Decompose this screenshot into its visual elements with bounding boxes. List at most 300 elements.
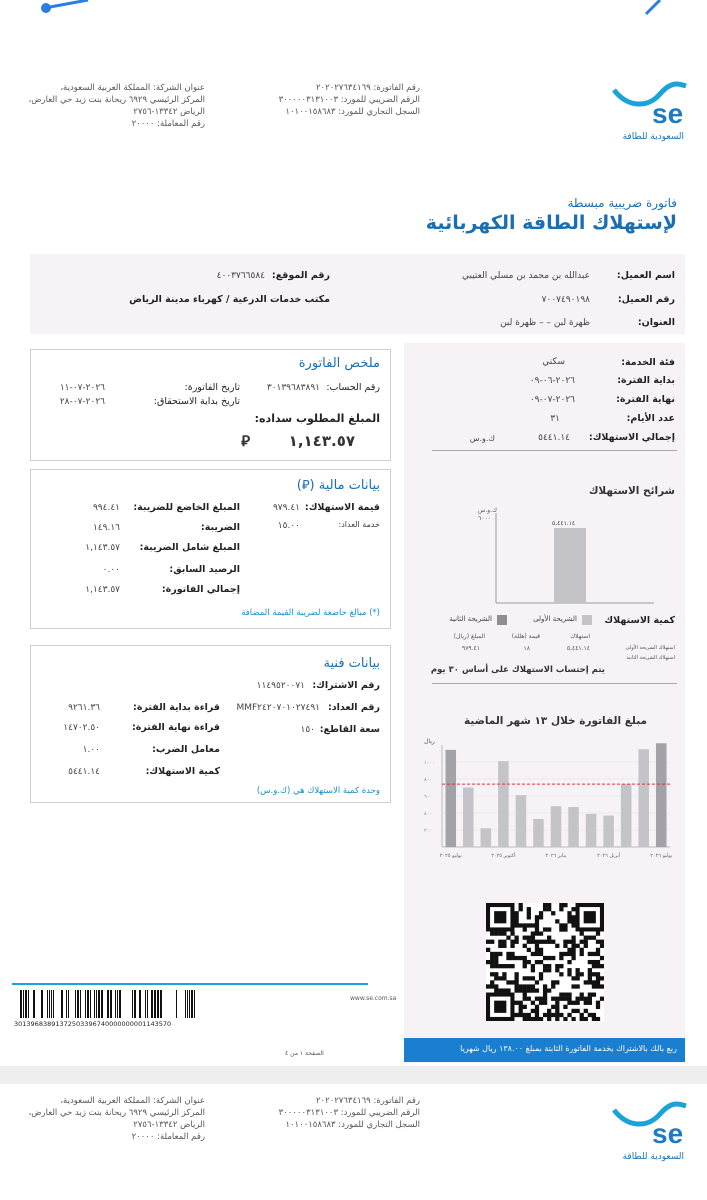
address-line: عنوان الشركة: المملكة العربية السعودية، [60, 1096, 205, 1106]
qr-finder [584, 911, 596, 923]
qr-module [559, 993, 563, 997]
qr-module [514, 976, 518, 980]
qr-module [527, 960, 531, 964]
qr-module [494, 956, 498, 960]
fixed-bill-banner[interactable]: ربع بالك بالاشتراك بخدمة الفاتورة الثابتة بمبلغ ١٣٨.٠٠ ريال شهريا [404, 1038, 685, 1062]
title-block [426, 196, 677, 234]
qr-module [547, 956, 551, 960]
chart-x-tick: يوليو ٢٠٢٦ [650, 853, 673, 859]
chart-y-tick: ٨٠٠ [424, 777, 433, 783]
qr-module [502, 976, 506, 980]
qr-module [547, 1017, 551, 1021]
qr-module [580, 1017, 584, 1021]
subscription-label: رقم الاشتراك: [312, 680, 380, 691]
qr-module [506, 980, 510, 984]
period-end-label: نهاية الفترة: [616, 394, 675, 405]
qr-module [555, 964, 559, 968]
qr-module [535, 1009, 539, 1013]
qr-module [551, 1013, 555, 1017]
qr-module [498, 976, 502, 980]
barcode-bar [94, 990, 95, 1018]
qr-code-icon [486, 903, 604, 1021]
qr-module [596, 940, 600, 944]
qr-module [498, 940, 502, 944]
qr-module [596, 972, 600, 976]
barcode-bar [53, 990, 54, 1018]
qr-module [502, 931, 506, 935]
logo-word: se [652, 98, 684, 129]
history-bar [516, 795, 527, 847]
barcode-bar [98, 990, 100, 1018]
qr-module [531, 940, 535, 944]
history-chart-title: مبلغ الفاتورة خلال ١٣ شهر الماضية [464, 715, 647, 727]
qr-module [588, 997, 592, 1001]
consumption-value: ٩٧٩.٤١ [272, 503, 300, 513]
barcode-icon [12, 990, 198, 1018]
qr-module [571, 907, 575, 911]
barcode-bar [157, 990, 159, 1018]
address-line: عنوان الشركة: المملكة العربية السعودية، [60, 83, 205, 93]
prev-balance-value: ٠.٠٠ [102, 565, 120, 575]
qr-module [571, 944, 575, 948]
due-date-value: ٢٠٢٦-٠٧-٢٨ [59, 397, 105, 407]
barcode-bar [110, 990, 112, 1018]
qr-module [571, 936, 575, 940]
tier-row-label: استهلاك الشريحة الأولى [625, 645, 675, 651]
qr-module [535, 915, 539, 919]
qr-module [584, 1009, 588, 1013]
qr-module [563, 952, 567, 956]
qr-module [600, 964, 604, 968]
history-bar [551, 806, 562, 847]
barcode-bar [185, 990, 186, 1018]
company-logo [610, 1100, 690, 1165]
qr-module [506, 988, 510, 992]
qr-module [563, 1005, 567, 1009]
amount-due-label: المبلغ المطلوب سداده: [254, 412, 380, 425]
qr-module [535, 919, 539, 923]
qr-module [555, 997, 559, 1001]
qr-module [502, 944, 506, 948]
qr-module [506, 964, 510, 968]
due-date-label: تاريخ بداية الاستحقاق: [153, 396, 240, 407]
qr-module [555, 1005, 559, 1009]
qr-module [527, 997, 531, 1001]
qr-module [490, 952, 494, 956]
qr-module [531, 952, 535, 956]
qr-module [506, 956, 510, 960]
qr-module [502, 988, 506, 992]
qr-module [580, 997, 584, 1001]
qr-module [519, 907, 523, 911]
qr-module [498, 931, 502, 935]
qr-finder [494, 1001, 506, 1013]
invoice-total-value: ١,١٤٣.٥٧ [85, 585, 120, 595]
end-reading-label: قراءة نهاية الفترة: [131, 722, 220, 733]
qr-module [551, 1005, 555, 1009]
qr-module [547, 927, 551, 931]
qr-module [547, 936, 551, 940]
qr-module [486, 948, 490, 952]
qr-module [494, 972, 498, 976]
customer-name-label: اسم العميل: [616, 270, 675, 281]
qr-module [596, 948, 600, 952]
barcode-bar [115, 990, 116, 1018]
logo-word: se [652, 1118, 684, 1149]
qr-module [596, 1017, 600, 1021]
connector-icon [40, 0, 90, 20]
qr-module [519, 1013, 523, 1017]
qr-module [580, 952, 584, 956]
total-incl-value: ١,١٤٣.٥٧ [85, 543, 120, 553]
qr-module [551, 940, 555, 944]
period-end-value: ٢٠٢٦-٠٧-٠٩ [529, 395, 575, 405]
qr-module [527, 915, 531, 919]
qr-module [514, 911, 518, 915]
website[interactable]: www.se.com.sa [350, 995, 397, 1002]
qr-module [514, 940, 518, 944]
qr-module [567, 1013, 571, 1017]
barcode-bar [80, 990, 81, 1018]
qr-module [567, 993, 571, 997]
qr-module [531, 984, 535, 988]
invoice-total-label: إجمالي الفاتورة: [161, 584, 240, 595]
qr-module [596, 1001, 600, 1005]
barcode-bar [117, 990, 118, 1018]
customer-info [30, 254, 685, 334]
vat-note: (*) مبالغ خاضعة لضريبة القيمة المضافة [241, 608, 380, 618]
barcode-bar [96, 990, 97, 1018]
qr-module [527, 976, 531, 980]
barcode-bar [194, 990, 195, 1018]
riyal-icon: ⃁ [241, 432, 250, 450]
qr-module [580, 940, 584, 944]
address-line: الرياض ١٣٣٤٢-٢٧٥٦ [133, 107, 205, 117]
tier-head: استهلاك [570, 633, 590, 640]
qr-module [531, 988, 535, 992]
cr-number-line: السجل التجاري للمورد: ١٠١٠٠١٥٨٦٨٣ [285, 107, 420, 117]
qr-module [559, 927, 563, 931]
qr-module [596, 976, 600, 980]
consumption-qty-value: ٥٤٤١.١٤ [68, 767, 100, 777]
qr-module [559, 964, 563, 968]
customer-number-label: رقم العميل: [617, 294, 675, 305]
qr-module [584, 997, 588, 1001]
days-value: ٣١ [550, 414, 560, 424]
qr-module [592, 1013, 596, 1017]
qr-module [514, 1001, 518, 1005]
history-bar [568, 807, 579, 847]
qr-module [543, 988, 547, 992]
chart-y-tick: ٤٠٠ [424, 811, 433, 817]
qr-module [543, 968, 547, 972]
qr-module [535, 997, 539, 1001]
qr-module [543, 940, 547, 944]
qr-module [555, 1001, 559, 1005]
qr-module [580, 1013, 584, 1017]
qr-module [563, 944, 567, 948]
barcode-bar [160, 990, 162, 1018]
qr-module [547, 988, 551, 992]
qr-module [490, 931, 494, 935]
history-bar [656, 743, 667, 847]
barcode-bar [61, 990, 63, 1018]
qr-module [527, 923, 531, 927]
qr-module [523, 944, 527, 948]
qty-label: كمية الاستهلاك [604, 615, 675, 626]
qr-module [567, 940, 571, 944]
barcode-bar [28, 990, 29, 1018]
qr-module [523, 993, 527, 997]
start-reading-value: ٩٢٦١.٣٦ [68, 703, 100, 713]
qr-module [576, 944, 580, 948]
barcode-bar [187, 990, 188, 1018]
qr-module [559, 923, 563, 927]
qr-module [523, 997, 527, 1001]
history-bar [621, 784, 632, 847]
qr-module [563, 903, 567, 907]
qr-module [555, 919, 559, 923]
barcode-bar [75, 990, 76, 1018]
qr-module [527, 948, 531, 952]
tax-value: ١٤٩.١٦ [92, 523, 120, 533]
tax-label: الضريبة: [200, 522, 240, 533]
qr-module [580, 931, 584, 935]
meter-service-value: ١٥.٠٠ [277, 521, 300, 531]
history-bar [603, 816, 614, 847]
qr-module [494, 952, 498, 956]
history-bar [498, 761, 509, 847]
barcode-bar [23, 990, 24, 1018]
qr-module [588, 980, 592, 984]
qr-module [576, 997, 580, 1001]
qr-module [527, 940, 531, 944]
qr-module [563, 1017, 567, 1021]
qr-module [498, 952, 502, 956]
basis-note: يتم إحتساب الاستهلاك على أساس ٣٠ يوم [430, 665, 605, 675]
qr-module [576, 984, 580, 988]
qr-module [596, 980, 600, 984]
qr-module [535, 1013, 539, 1017]
qr-module [596, 960, 600, 964]
technical-title: بيانات فنية [323, 656, 380, 671]
total-consumption-value: ٥٤٤١.١٤ [538, 433, 570, 443]
invoice-title: لإستهلاك الطاقة الكهربائية [425, 212, 677, 234]
chart-y-label: ريال [424, 738, 435, 745]
qr-module [519, 1005, 523, 1009]
qr-module [592, 964, 596, 968]
site-number-value: ٤٠٠٣٧٦٦٥٨٤ [216, 271, 265, 281]
qr-module [588, 1013, 592, 1017]
qr-finder [494, 911, 506, 923]
qr-module [592, 960, 596, 964]
qr-module [535, 988, 539, 992]
customer-name-value: عبدالله بن محمد بن مسلي العتيبي [462, 271, 590, 281]
top-strip [0, 0, 707, 24]
qr-module [531, 923, 535, 927]
category-value: سكني [542, 357, 565, 367]
qr-module [527, 907, 531, 911]
category-label: فئة الخدمة: [621, 357, 675, 368]
qr-module [523, 964, 527, 968]
qr-module [547, 968, 551, 972]
site-number-label: رقم الموقع: [271, 270, 330, 281]
qr-module [494, 976, 498, 980]
qr-module [519, 1001, 523, 1005]
qr-module [543, 927, 547, 931]
qr-module [539, 1017, 543, 1021]
tiers-title: شرائح الاستهلاك [588, 485, 675, 497]
unit-note: وحدة كمية الاستهلاك هي (ك.و.س) [256, 786, 380, 796]
qr-module [502, 964, 506, 968]
transaction-line: رقم المعاملة: ٢٠٠٠٠ [131, 1132, 205, 1142]
qr-module [539, 960, 543, 964]
qr-module [584, 944, 588, 948]
qr-module [584, 1001, 588, 1005]
tier-value: ١٨ [523, 645, 530, 652]
consumption-value-label: قيمة الاستهلاك: [304, 502, 380, 513]
qr-module [567, 919, 571, 923]
account-value: ٣٠١٣٩٦٨٣٨٩١ [266, 383, 320, 393]
qr-module [584, 980, 588, 984]
qr-module [580, 948, 584, 952]
qr-module [567, 997, 571, 1001]
qr-module [486, 960, 490, 964]
address-line: الرياض ١٣٣٤٢-٢٧٥٦ [133, 1120, 205, 1130]
qr-module [490, 940, 494, 944]
qr-module [494, 960, 498, 964]
total-incl-label: المبلغ شامل الضريبة: [139, 542, 240, 553]
qr-module [571, 976, 575, 980]
invoice-date-label: تاريخ الفاتورة: [184, 382, 240, 393]
barcode-bar [134, 990, 136, 1018]
qr-module [510, 964, 514, 968]
qr-module [510, 980, 514, 984]
legend-second-label: الشريحة الثانية [449, 615, 492, 623]
qr-module [531, 968, 535, 972]
qr-module [514, 1013, 518, 1017]
qr-module [531, 1009, 535, 1013]
qr-module [523, 988, 527, 992]
qr-module [514, 915, 518, 919]
qr-module [519, 903, 523, 907]
qr-module [588, 1001, 592, 1005]
qr-module [596, 952, 600, 956]
barcode-bar [90, 990, 91, 1018]
qr-module [539, 911, 543, 915]
qr-module [588, 960, 592, 964]
qr-module [571, 984, 575, 988]
qr-module [535, 948, 539, 952]
qr-module [567, 960, 571, 964]
taxable-label: المبلغ الخاضع للضريبة: [133, 502, 240, 513]
meter-service-label: خدمة العداد: [338, 520, 380, 529]
prev-balance-label: الرصيد السابق: [169, 564, 240, 575]
qr-module [539, 976, 543, 980]
qr-module [576, 976, 580, 980]
qr-module [543, 1013, 547, 1017]
barcode-bar [191, 990, 193, 1018]
qr-module [543, 997, 547, 1001]
qr-module [514, 980, 518, 984]
qr-module [510, 956, 514, 960]
qr-module [567, 972, 571, 976]
tiers-axis-max: ٦٠٠٠ [478, 515, 491, 522]
qr-module [531, 1017, 535, 1021]
qr-module [571, 923, 575, 927]
qr-module [514, 919, 518, 923]
qr-module [571, 915, 575, 919]
invoice-date-value: ٢٠٢٦-٠٧-١١ [59, 383, 105, 393]
invoice-ids [270, 1095, 420, 1131]
qr-module [563, 923, 567, 927]
barcode-bar [25, 990, 27, 1018]
barcode-bar [101, 990, 103, 1018]
qr-module [494, 964, 498, 968]
qr-module [539, 997, 543, 1001]
barcode-bar [47, 990, 48, 1018]
qr-module [498, 988, 502, 992]
qr-module [486, 940, 490, 944]
qr-module [523, 984, 527, 988]
breaker-label: سعة القاطع: [319, 724, 380, 735]
qr-module [514, 936, 518, 940]
qr-module [600, 976, 604, 980]
legend-second-swatch [497, 615, 507, 625]
qr-module [539, 1001, 543, 1005]
qr-module [559, 903, 563, 907]
address-value: ظهرة لبن – – ظهرة لبن [500, 318, 590, 328]
barcode-bar [147, 990, 148, 1018]
qr-module [555, 1013, 559, 1017]
qr-module [576, 972, 580, 976]
account-label: رقم الحساب: [326, 382, 380, 393]
qr-module [535, 1017, 539, 1021]
qr-module [563, 927, 567, 931]
qr-module [588, 972, 592, 976]
qr-module [490, 980, 494, 984]
qr-module [600, 984, 604, 988]
technical-data [30, 645, 391, 803]
qr-module [535, 980, 539, 984]
address-line: المركز الرئيسي ٦٩٢٩ ريحانة بنت زيد حي العارض، [28, 1108, 205, 1118]
summary-title: ملخص الفاتورة [298, 356, 380, 371]
qr-module [523, 1005, 527, 1009]
qr-module [567, 915, 571, 919]
qr-module [559, 907, 563, 911]
qr-module [523, 956, 527, 960]
qr-module [576, 968, 580, 972]
qr-module [592, 993, 596, 997]
barcode-bar [151, 990, 153, 1018]
company-address [20, 1095, 205, 1143]
tier-row-label: استهلاك الشريحة الثانية [626, 655, 675, 661]
qr-module [559, 972, 563, 976]
address-line: المركز الرئيسي ٦٩٢٩ ريحانة بنت زيد حي العارض، [28, 95, 205, 105]
qr-module [490, 972, 494, 976]
qr-module [584, 940, 588, 944]
barcode-bar [41, 990, 43, 1018]
qr-module [535, 931, 539, 935]
period-start-label: بداية الفترة: [617, 375, 675, 386]
qr-module [531, 1001, 535, 1005]
qr-module [576, 1009, 580, 1013]
qr-module [555, 968, 559, 972]
qr-module [494, 931, 498, 935]
qr-module [592, 984, 596, 988]
qr-module [494, 988, 498, 992]
qr-module [490, 964, 494, 968]
